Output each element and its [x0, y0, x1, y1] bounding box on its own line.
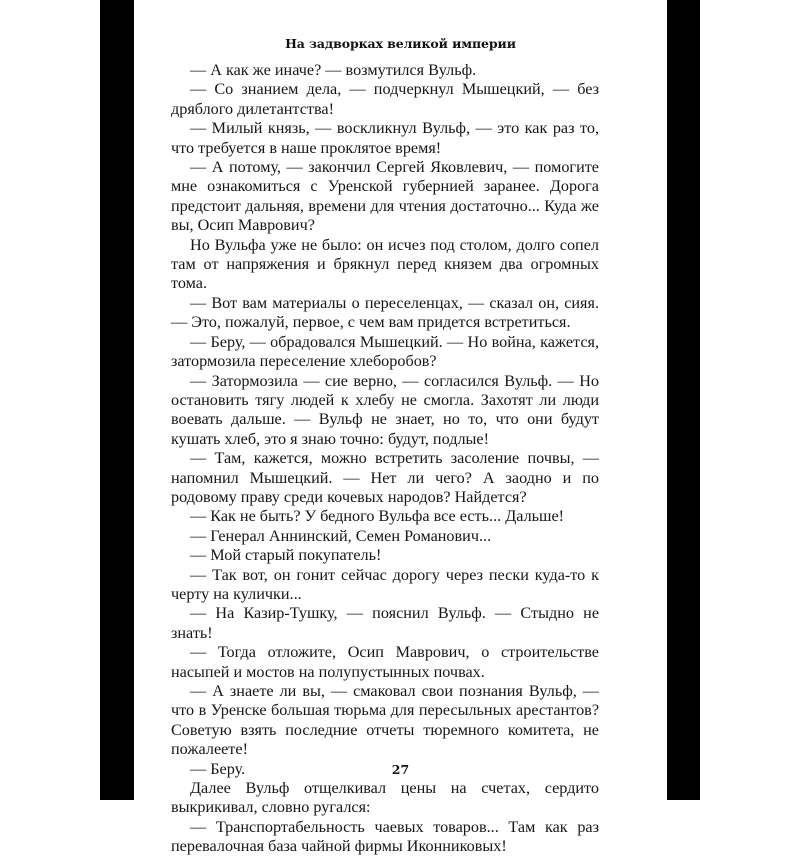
paragraph: Далее Вульф отщелкивал цены на счетах, сердито выкрикивал, словно ругался: — [171, 779, 599, 817]
paragraph: — Так вот, он гонит сейчас дорогу через пески куда-то к черту на кулички... — [171, 565, 599, 603]
paragraph: Но Вульфа уже не было: он исчез под столом, долго сопел там от напряжения и брякнул перед князем два огромных тома. — [171, 235, 599, 293]
running-head: На задворках великой империи — [285, 36, 516, 51]
paragraph: — Транспортабельность чаевых товаров... Там как раз перевалочная база чайной фирмы Иконниковых! — [171, 817, 599, 856]
paragraph: — На Казир-Тушку, — пояснил Вульф. — Стыдно не знать! — [171, 604, 599, 642]
paragraph: — А знаете ли вы, — смаковал свои познания Вульф, — что в Уренске большая тюрьма для пересыльных арестантов? Советую взять последние отчеты тюремного комитета, не пожалеете! — [171, 682, 599, 759]
paragraph: — Беру. — [190, 759, 246, 778]
paragraph: — Генерал Аннинский, Семен Романович... — [190, 526, 492, 545]
page-border-right — [667, 0, 700, 800]
paragraph: — Тогда отложите, Осип Маврович, о строительстве насыпей и мостов на полупустынных почвах. — [171, 643, 599, 681]
paragraph: — Там, кажется, можно встретить засоление почвы, — напомнил Мышецкий. — Нет ли чего? А заодно и по родовому праву среди кочевых народов? Найдется? — [171, 449, 599, 506]
book-page — [134, 0, 667, 856]
page-border-left — [100, 0, 134, 800]
paragraph: — Затормозила — сие верно, — согласился Вульф. — Но остановить тягу людей к хлебу не смогла. Захотят ли люди воевать дальше. — Вульф не знает, но то, что они будут кушать хлеб, это я знаю точно: будут, подлые! — [171, 371, 599, 448]
paragraph: — А потому, — закончил Сергей Яковлевич, — помогите мне ознакомиться с Уренской губернией заранее. Дорога предстоит дальняя, времени для чтения достаточно... Куда же вы, Осип Маврович? — [171, 158, 599, 235]
paragraph: — Как не быть? У бедного Вульфа все есть... Дальше! — [190, 507, 565, 526]
paragraph: — Беру, — обрадовался Мышецкий. — Но война, кажется, затормозила переселение хлеборобов? — [171, 332, 599, 371]
paragraph: — Мой старый покупатель! — [190, 546, 382, 565]
page-number: 27 — [391, 762, 410, 777]
paragraph: — Со знанием дела, — подчеркнул Мышецкий, — без дряблого дилетантства! — [171, 80, 599, 118]
paragraph: — А как же иначе? — возмутился Вульф. — [190, 61, 477, 79]
paragraph: — Милый князь, — воскликнул Вульф, — это как раз то, что требуется в наше проклятое время! — [171, 119, 599, 157]
paragraph: — Вот вам материалы о переселенцах, — сказал он, сияя. — Это, пожалуй, первое, с чем вам придется встретиться. — [171, 293, 599, 332]
body-text — [171, 61, 599, 857]
